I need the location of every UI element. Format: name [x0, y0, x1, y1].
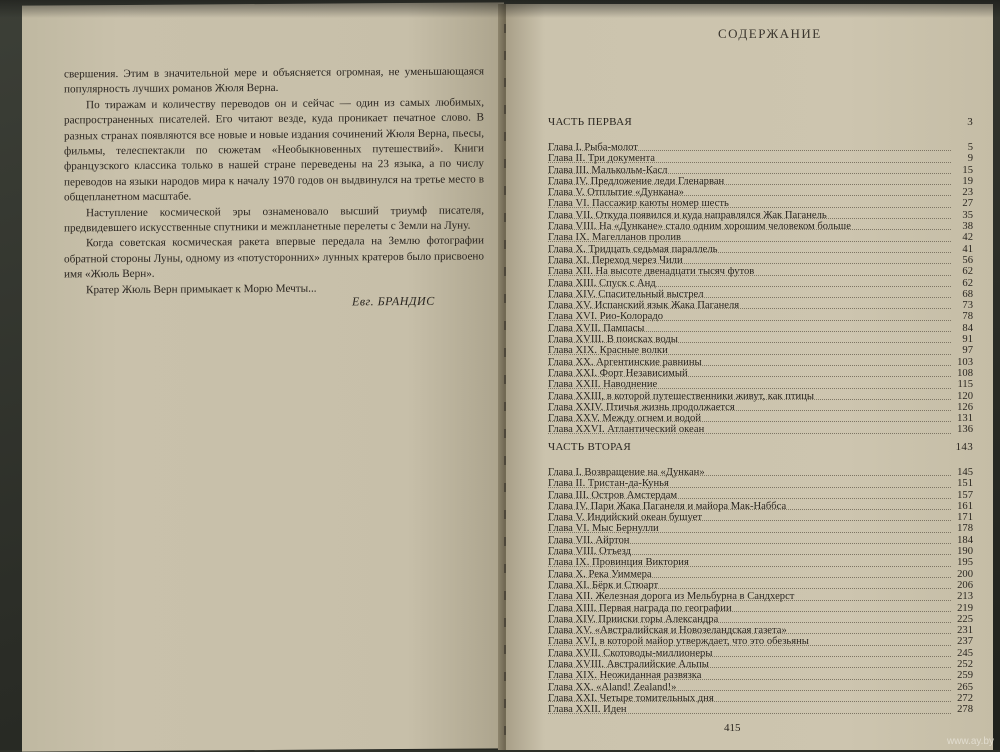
chapter-title: Глава XVI, в которой майор утверждает, что это обезьяны [548, 636, 809, 648]
chapter-page: 38 [962, 221, 973, 233]
toc-entry [548, 659, 973, 670]
chapter-title: Глава IV. Предложение леди Гленарван [548, 175, 725, 187]
toc-entry [548, 221, 973, 232]
chapter-page: 97 [962, 345, 973, 357]
part-one-page: 3 [967, 116, 973, 128]
chapter-title: Глава XII. Железная дорога из Мельбурна в Сандхерст [548, 591, 795, 603]
toc-entry [548, 255, 973, 266]
chapter-title: Глава XIII. Спуск с Анд [548, 277, 656, 289]
chapter-title: Глава X. Тридцать седьмая параллель [548, 243, 718, 255]
toc-entry [548, 682, 973, 693]
toc-entry [548, 334, 973, 345]
chapter-page: 231 [957, 625, 973, 637]
chapter-title: Глава XXIV. Птичья жизнь продолжается [548, 401, 735, 413]
chapter-title: Глава XV. Испанский язык Жака Паганеля [548, 300, 740, 312]
chapter-page: 62 [962, 277, 973, 289]
binding-stitch [504, 24, 506, 33]
paragraph-2: По тиражам и количеству переводов он и сейчас — один из самых любимых, распространенных писателей. Его читают везде, куда проникает печатное слово. В разных странах появляются все новые и новые издания сочинений Жюля Верна, пьесы, фильмы, телеспектакли по сюжетам «Необыкновенных путешествий». Книги французского классика только в нашей стране переведены на 23 языка, а по числу переводов на языки народов мира к началу 1970 годов он выдвинулся на третье место в общепланетном масштабе. [64, 96, 484, 204]
chapter-page: 265 [957, 681, 973, 693]
binding-stitch [504, 267, 506, 276]
binding-stitch [504, 726, 506, 735]
chapter-title: Глава XIV. Прииски горы Александра [548, 613, 719, 625]
chapter-title: Глава XVII. Пампасы [548, 322, 645, 334]
paragraph-3: Наступление космической эры ознаменовало высший триумф писателя, предвидевшего искусственные спутники и межпланетные перелеты с Земли на Луну. [64, 204, 484, 235]
part-one-label: ЧАСТЬ ПЕРВАЯ [548, 116, 632, 128]
chapter-title: Глава XI. Бёрк и Стюарт [548, 579, 659, 591]
toc-entry [548, 176, 973, 187]
toc-entry [548, 142, 973, 153]
chapter-title: Глава VIII. На «Дункане» стало одним хорошим человеком больше [548, 221, 851, 233]
toc-entry [548, 523, 973, 534]
chapter-page: 219 [957, 602, 973, 614]
chapter-page: 56 [962, 254, 973, 266]
chapter-title: Глава XV. «Австралийская и Новозеландская газета» [548, 625, 787, 637]
part-two-label: ЧАСТЬ ВТОРАЯ [548, 441, 631, 453]
toc-entry [548, 557, 973, 568]
binding-stitch [504, 105, 506, 114]
toc-entry [548, 357, 973, 368]
chapter-title: Глава XIV. Спасительный выстрел [548, 288, 704, 300]
chapter-title: Глава XVI. Рио-Колорадо [548, 311, 664, 323]
chapter-title: Глава V. Отплытие «Дункана» [548, 187, 684, 199]
part-one-heading [548, 116, 973, 128]
chapter-page: 62 [962, 266, 973, 278]
binding-stitch [504, 483, 506, 492]
toc-entry [548, 704, 973, 715]
binding-stitch [504, 240, 506, 249]
chapter-title: Глава VII. Откуда появился и куда направлялся Жак Паганель [548, 209, 827, 221]
toc-entry [548, 546, 973, 557]
chapter-page: 206 [957, 579, 973, 591]
toc-title: СОДЕРЖАНИЕ [718, 26, 822, 41]
toc-entry [548, 603, 973, 614]
chapter-title: Глава VIII. Отъезд [548, 546, 632, 558]
toc-entry [548, 278, 973, 289]
chapter-title: Глава VII. Айртон [548, 534, 630, 546]
chapter-title: Глава I. Возвращение на «Дункан» [548, 467, 705, 478]
toc-entry [548, 569, 973, 580]
binding-stitch [504, 456, 506, 465]
binding-stitch [504, 186, 506, 195]
toc-entry [548, 266, 973, 277]
binding-stitch [504, 699, 506, 708]
chapter-page: 126 [957, 401, 973, 413]
binding-stitch [504, 618, 506, 627]
binding-stitch [504, 321, 506, 330]
part-two-chapters [548, 467, 973, 716]
binding-stitch [504, 591, 506, 600]
chapter-page: 9 [967, 153, 973, 165]
chapter-page: 278 [957, 704, 973, 716]
binding-stitch [504, 159, 506, 168]
toc-entry [548, 368, 973, 379]
chapter-title: Глава V. Индийский океан бушует [548, 512, 702, 524]
chapter-page: 237 [957, 636, 973, 648]
chapter-page: 78 [962, 311, 973, 323]
chapter-page: 42 [962, 232, 973, 244]
binding-stitch [504, 213, 506, 222]
chapter-title: Глава IV. Пари Жака Паганеля и майора Мак-Наббса [548, 500, 787, 512]
chapter-title: Глава X. Река Уиммера [548, 568, 652, 580]
toc-entry [548, 614, 973, 625]
chapter-title: Глава IX. Магелланов пролив [548, 232, 682, 244]
chapter-page: 136 [957, 424, 973, 436]
part-two-heading [548, 441, 973, 453]
toc-entry [548, 670, 973, 681]
afterword-text [64, 64, 484, 298]
toc-entry [548, 345, 973, 356]
chapter-page: 145 [957, 467, 973, 478]
chapter-title: Глава VI. Мыс Бернулли [548, 523, 659, 535]
paragraph-5: Кратер Жюль Верн примыкает к Морю Мечты... [86, 282, 317, 296]
toc-entry [548, 591, 973, 602]
chapter-title: Глава XXII. Иден [548, 704, 627, 716]
toc-entry [548, 311, 973, 322]
toc-entry [548, 300, 973, 311]
chapter-page: 190 [957, 546, 973, 558]
toc-entry [548, 153, 973, 164]
chapter-title: Глава XX. «Aland! Zealand!» [548, 681, 677, 693]
toc-entry [548, 323, 973, 334]
chapter-title: Глава XXV. Между огнем и водой [548, 413, 702, 425]
chapter-page: 115 [957, 379, 973, 391]
author-signature: Евг. БРАНДИС [352, 293, 435, 309]
binding-stitch [504, 51, 506, 60]
chapter-page: 178 [957, 523, 973, 535]
open-book [8, 4, 993, 750]
chapter-page: 35 [962, 209, 973, 221]
toc-entry [548, 512, 973, 523]
toc-entry [548, 402, 973, 413]
chapter-title: Глава XVII. Скотоводы-миллионеры [548, 647, 713, 659]
binding-stitch [504, 294, 506, 303]
toc-entry [548, 424, 973, 435]
paragraph-4: Когда советская космическая ракета впервые передала на Землю фотографии обратной стороны Луны, одному из «потусторонних» лунных кратеров было присвоено имя «Жюль Верн». [64, 234, 484, 281]
toc-entry [548, 490, 973, 501]
toc-entry [548, 379, 973, 390]
binding-stitch [504, 672, 506, 681]
chapter-page: 161 [957, 500, 973, 512]
page-number: 415 [724, 722, 741, 734]
part-one-chapters [548, 142, 973, 436]
chapter-title: Глава XXIII, в которой путешественники живут, как птицы [548, 390, 814, 402]
chapter-page: 195 [957, 557, 973, 569]
chapter-page: 108 [957, 367, 973, 379]
chapter-title: Глава XXI. Четыре томительных дня [548, 692, 714, 704]
toc-entry [548, 289, 973, 300]
toc-entry [548, 187, 973, 198]
chapter-title: Глава XX. Аргентинские равнины [548, 356, 702, 368]
right-page [506, 4, 993, 750]
chapter-page: 103 [957, 356, 973, 368]
chapter-page: 252 [957, 659, 973, 671]
chapter-title: Глава XII. На высоте двенадцати тысяч футов [548, 266, 755, 278]
chapter-page: 225 [957, 613, 973, 625]
chapter-title: Глава III. Остров Амстердам [548, 489, 678, 501]
toc-entry [548, 232, 973, 243]
chapter-title: Глава II. Три документа [548, 153, 655, 165]
binding-stitch [504, 537, 506, 546]
chapter-title: Глава XXII. Наводнение [548, 379, 658, 391]
toc-entry [548, 636, 973, 647]
part-two-page: 143 [955, 441, 973, 453]
chapter-page: 19 [962, 175, 973, 187]
binding-stitch [504, 375, 506, 384]
binding-stitch [504, 645, 506, 654]
chapter-page: 131 [957, 413, 973, 425]
toc-entry [548, 501, 973, 512]
chapter-title: Глава XXVI. Атлантический океан [548, 424, 705, 436]
chapter-title: Глава II. Тристан-да-Кунья [548, 478, 669, 490]
chapter-title: Глава XIX. Неожиданная развязка [548, 670, 702, 682]
watermark: www.ay.by [946, 736, 994, 747]
toc-entry [548, 693, 973, 704]
toc-entry [548, 580, 973, 591]
chapter-title: Глава XIII. Первая награда по географии [548, 602, 732, 614]
toc-entry [548, 210, 973, 221]
chapter-page: 157 [957, 489, 973, 501]
binding-stitch [504, 564, 506, 573]
paragraph-1: свершения. Этим в значительной мере и объясняется огромная, не уменьшающаяся популярность лучших романов Жюля Верна. [64, 65, 484, 96]
chapter-title: Глава III. Малькольм-Касл [548, 164, 668, 176]
chapter-page: 151 [957, 478, 973, 490]
chapter-page: 68 [962, 288, 973, 300]
chapter-page: 41 [962, 243, 973, 255]
binding-stitch [504, 510, 506, 519]
chapter-page: 184 [957, 534, 973, 546]
chapter-page: 171 [957, 512, 973, 524]
chapter-title: Глава VI. Пассажир каюты номер шесть [548, 198, 729, 210]
binding-stitch [504, 348, 506, 357]
chapter-title: Глава XI. Переход через Чили [548, 254, 683, 266]
toc-entry [548, 535, 973, 546]
chapter-page: 27 [962, 198, 973, 210]
chapter-page: 15 [962, 164, 973, 176]
chapter-page: 259 [957, 670, 973, 682]
chapter-title: Глава XXI. Форт Независимый [548, 367, 688, 379]
chapter-page: 5 [967, 142, 973, 153]
toc-entry [548, 244, 973, 255]
toc-entry [548, 648, 973, 659]
toc-entry [548, 391, 973, 402]
chapter-title: Глава IX. Провинция Виктория [548, 557, 689, 569]
binding-stitch [504, 429, 506, 438]
binding-stitch [504, 402, 506, 411]
chapter-title: Глава XIX. Красные волки [548, 345, 668, 357]
chapter-page: 23 [962, 187, 973, 199]
chapter-title: Глава I. Рыба-молот [548, 142, 638, 153]
chapter-title: Глава XVIII. Австралийские Альпы [548, 659, 709, 671]
chapter-page: 91 [962, 334, 973, 346]
chapter-page: 120 [957, 390, 973, 402]
chapter-page: 73 [962, 300, 973, 312]
chapter-page: 213 [957, 591, 973, 603]
binding-stitch [504, 78, 506, 87]
chapter-page: 200 [957, 568, 973, 580]
chapter-page: 245 [957, 647, 973, 659]
chapter-page: 84 [962, 322, 973, 334]
chapter-title: Глава XVIII. В поисках воды [548, 334, 678, 346]
left-page [22, 2, 504, 751]
toc-entry [548, 165, 973, 176]
chapter-page: 272 [957, 692, 973, 704]
toc-entry [548, 478, 973, 489]
toc-entry [548, 198, 973, 209]
toc-entry [548, 467, 973, 478]
binding-stitch [504, 132, 506, 141]
toc-entry [548, 413, 973, 424]
toc-entry [548, 625, 973, 636]
